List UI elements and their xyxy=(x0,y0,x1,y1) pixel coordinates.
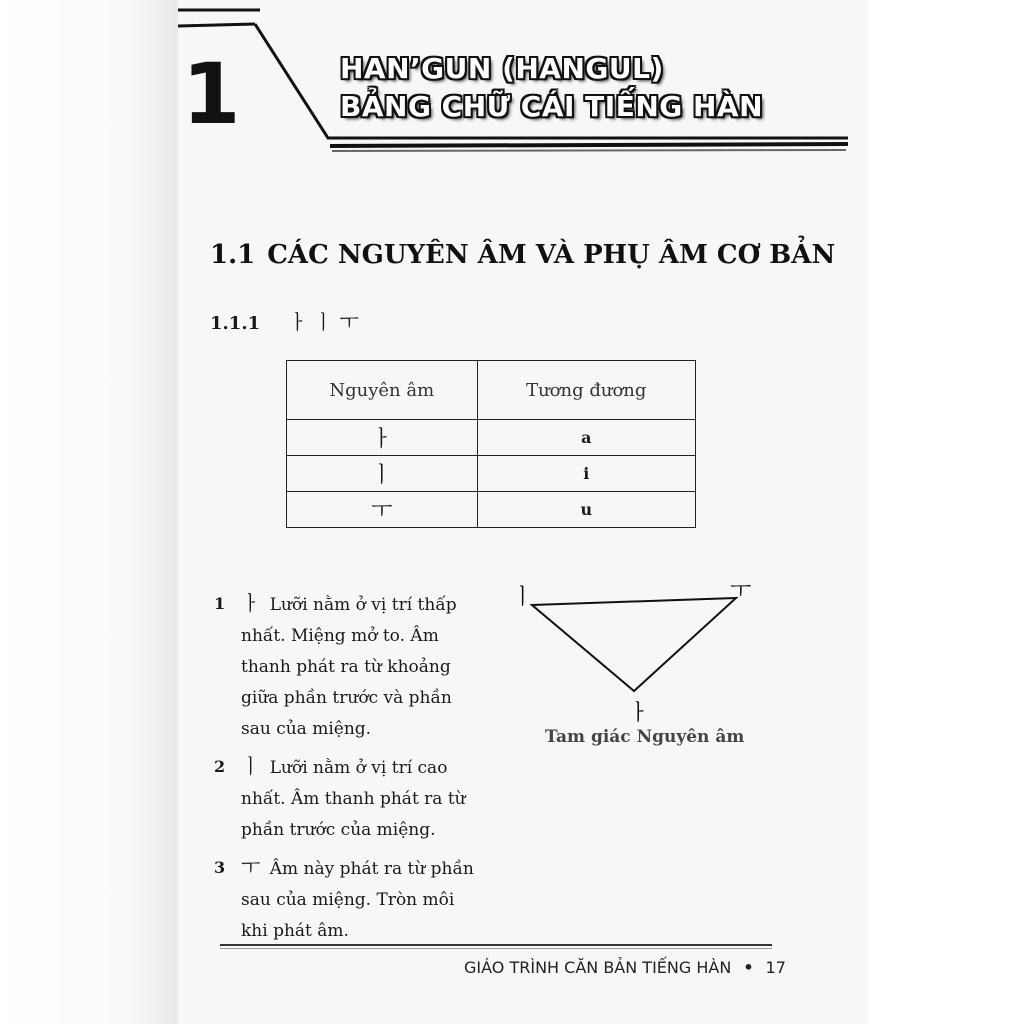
section-title: CÁC NGUYÊN ÂM VÀ PHỤ ÂM CƠ BẢN xyxy=(267,240,836,270)
subsection-letters: ㅏ ㅣ ㅜ xyxy=(288,310,359,334)
table-cell-latin: a xyxy=(477,420,695,456)
table-header-cell: Tương đương xyxy=(477,361,695,420)
table-row xyxy=(287,456,696,492)
footer-rule xyxy=(220,944,772,946)
page-footer xyxy=(464,958,786,977)
list-item-text: Âm này phát ra từ phần sau của miệng. Tròn môi khi phát âm. xyxy=(241,859,474,941)
table-header-row xyxy=(287,361,696,420)
table-cell-jamo: ㅏ xyxy=(287,420,478,456)
list-item-number: 2 xyxy=(214,757,226,776)
chapter-number: 1 xyxy=(182,45,241,143)
table-row xyxy=(287,420,696,456)
table-cell-latin: i xyxy=(477,456,695,492)
subsection-heading xyxy=(210,306,359,335)
triangle-caption: Tam giác Nguyên âm xyxy=(545,727,745,747)
chapter-title xyxy=(340,50,763,126)
vowel-table xyxy=(286,360,696,528)
table-cell-jamo: ㅜ xyxy=(287,492,478,528)
list-item-jamo: ㅣ xyxy=(241,754,261,778)
triangle-label-a: ㅏ xyxy=(628,701,650,726)
footer-rule-thin xyxy=(220,948,772,949)
table-cell-jamo: ㅣ xyxy=(287,456,478,492)
vowel-description-list xyxy=(214,588,476,953)
subsection-number: 1.1.1 xyxy=(210,313,261,334)
triangle-label-i: ㅣ xyxy=(512,585,534,610)
chapter-title-line-2: BẢNG CHỮ CÁI TIẾNG HÀN xyxy=(340,90,764,123)
vowel-triangle-diagram xyxy=(500,570,760,710)
footer-book-title: GIÁO TRÌNH CĂN BẢN TIẾNG HÀN xyxy=(464,958,732,977)
triangle-label-u: ㅜ xyxy=(730,579,752,604)
list-item-text: Lưỡi nằm ở vị trí cao nhất. Âm thanh phát ra từ phần trước của miệng. xyxy=(241,758,466,840)
list-item-number: 1 xyxy=(214,594,226,613)
chapter-title-line-1: HAN’GUN (HANGUL) xyxy=(340,52,664,85)
list-item-text: Lưỡi nằm ở vị trí thấp nhất. Miệng mở to. Âm thanh phát ra từ khoảng giữa phần trước và phần sau của miệng. xyxy=(241,595,457,739)
list-item-jamo: ㅜ xyxy=(241,855,261,879)
list-item-number: 3 xyxy=(214,858,226,877)
list-item-jamo: ㅏ xyxy=(241,591,261,615)
page-number: 17 xyxy=(765,958,786,977)
footer-separator-dot: • xyxy=(743,958,754,977)
table-header-cell: Nguyên âm xyxy=(287,361,478,420)
section-heading xyxy=(210,240,835,270)
list-item xyxy=(214,751,476,846)
table-row xyxy=(287,492,696,528)
list-item xyxy=(214,852,476,947)
list-item xyxy=(214,588,476,745)
vowel-triangle-shape xyxy=(532,598,736,691)
section-number: 1.1 xyxy=(210,240,256,270)
table-cell-latin: u xyxy=(477,492,695,528)
